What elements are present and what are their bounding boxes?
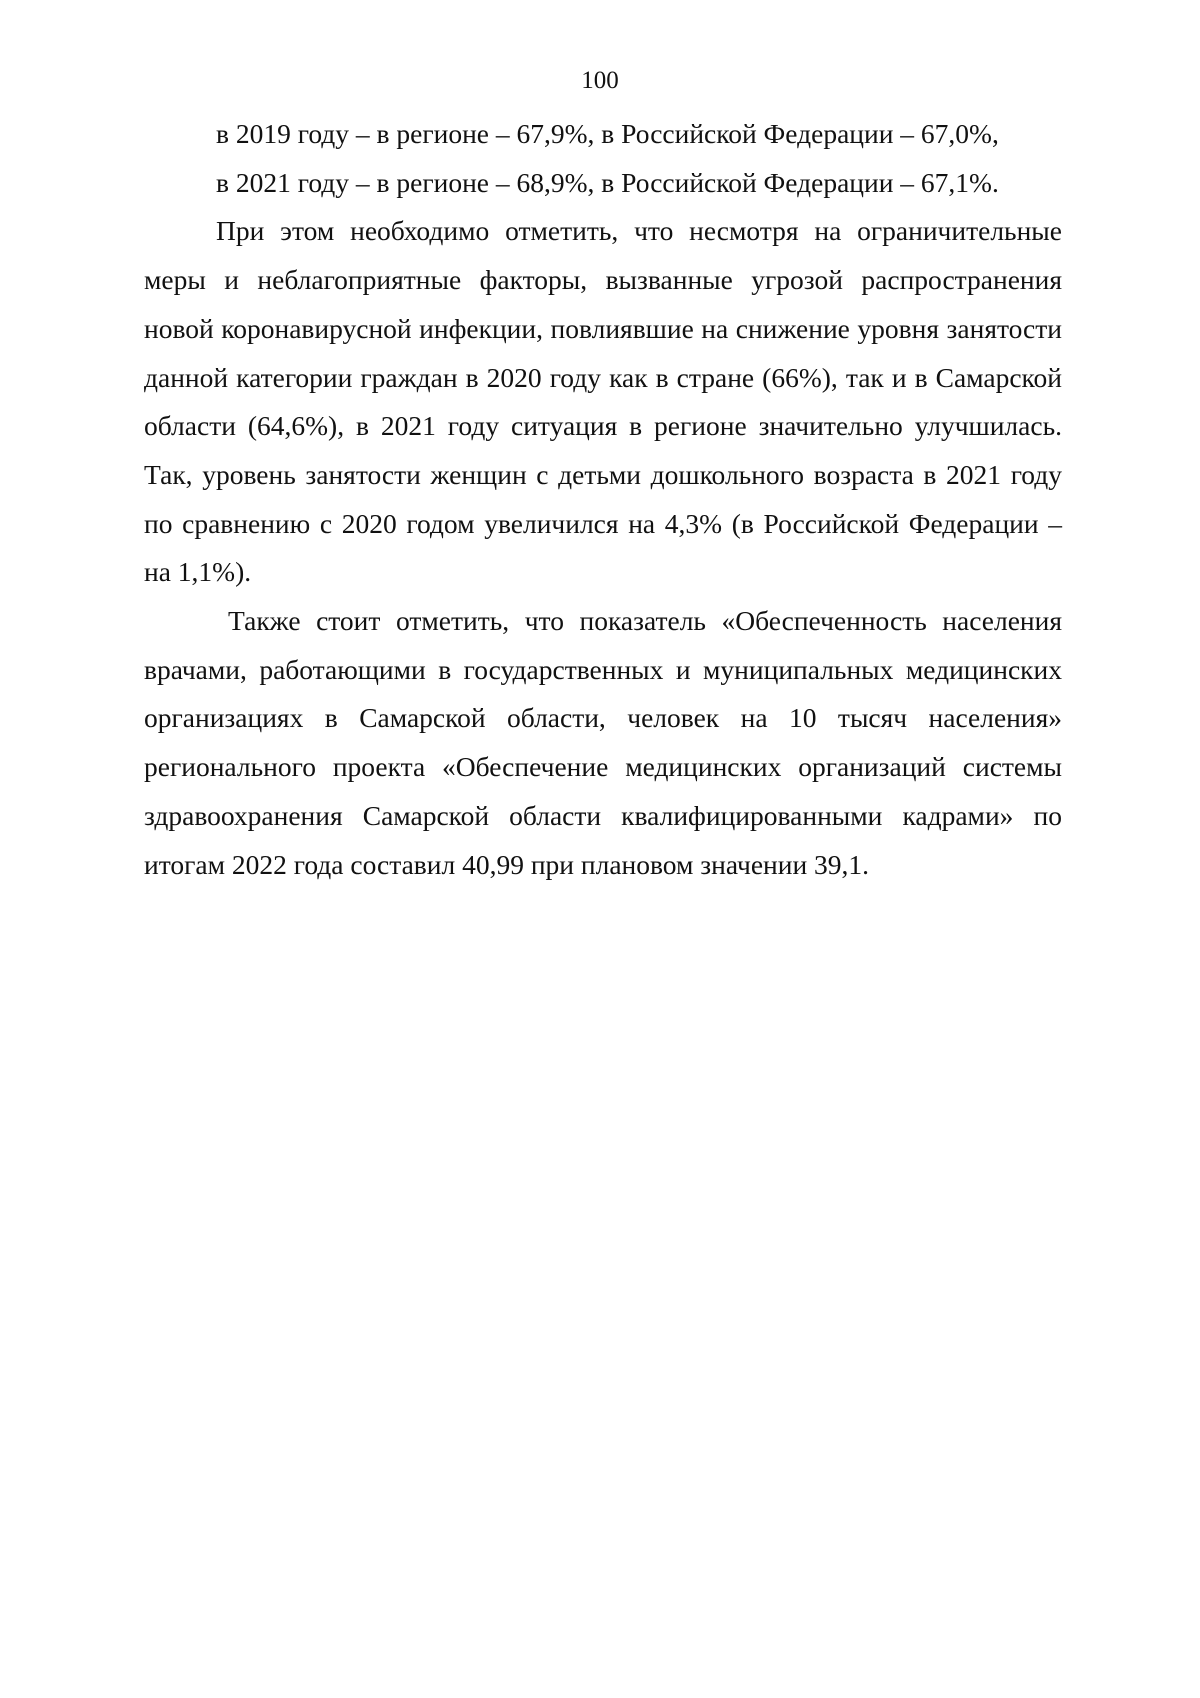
- body-text: [144, 110, 1062, 889]
- paragraph-healthcare: Также стоит отметить, что показатель «Обеспеченность населения врачами, работающими в государственных и муниципальных медицинских организациях в Самарской области, человек на 10 тысяч населения» регионального проекта «Обеспечение медицинских организаций системы здравоохранения Самарской области квалифицированными кадрами» по итогам 2022 года составил 40,99 при плановом значении 39,1.: [144, 605, 1062, 880]
- page-number: 100: [581, 67, 619, 94]
- paragraph-employment: При этом необходимо отметить, что несмотря на ограничительные меры и неблагоприятные факторы, вызванные угрозой распространения новой коронавирусной инфекции, повлиявшие на снижение уровня занятости данной категории граждан в 2020 году как в стране (66%), так и в Самарской области (64,6%), в 2021 году ситуация в регионе значительно улучшилась. Так, уровень занятости женщин с детьми дошкольного возраста в 2021 году по сравнению с 2020 годом увеличился на 4,3% (в Российской Федерации – на 1,1%).: [144, 215, 1062, 588]
- statistic-line-2019: в 2019 году – в регионе – 67,9%, в Российской Федерации – 67,0%,: [216, 118, 999, 149]
- statistic-line-2021: в 2021 году – в регионе – 68,9%, в Российской Федерации – 67,1%.: [216, 166, 999, 198]
